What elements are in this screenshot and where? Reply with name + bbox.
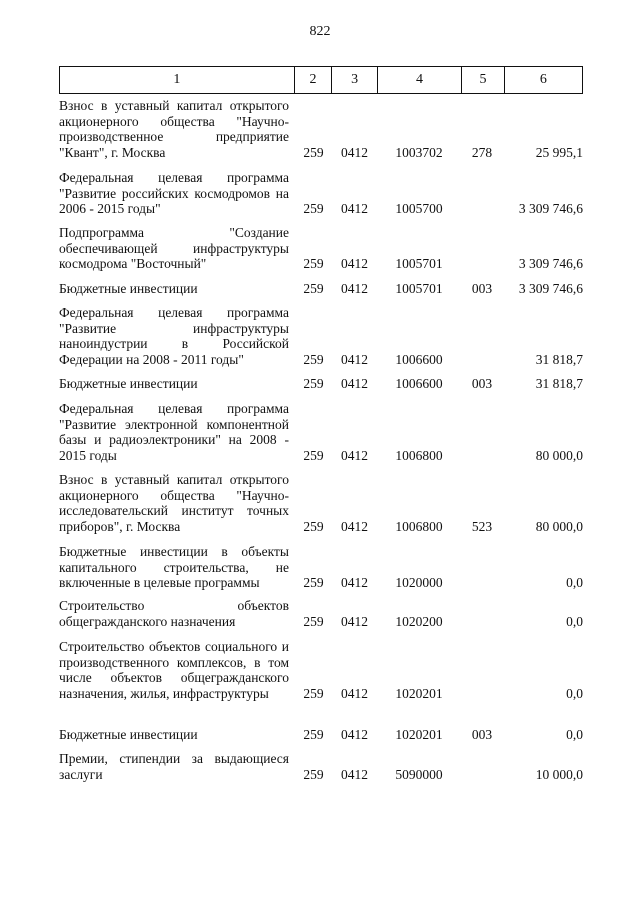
row-ved: 259 [303, 144, 324, 160]
row-ved: 259 [303, 281, 324, 296]
row-csr: 1006800 [395, 518, 443, 534]
row-ved: 259 [303, 727, 324, 742]
row-sum: 0,0 [566, 727, 583, 742]
row-csr: 1006600 [395, 351, 443, 367]
table-row [59, 281, 583, 297]
row-ved: 259 [303, 201, 324, 216]
row-name: Бюджетные инвестиции [59, 727, 198, 742]
row-sum: 0,0 [566, 685, 583, 701]
row-rz: 0412 [341, 766, 368, 782]
row-sum: 31 818,7 [535, 351, 583, 367]
row-name: Бюджетные инвестиции в объекты капитального строительства, не включенные в целевые программы [59, 544, 289, 590]
row-ved: 259 [303, 376, 324, 391]
row-name: Федеральная целевая программа "Развитие инфраструктуры наноиндустрии в Российской Федерации на 2008 - 2011 годы" [59, 305, 289, 367]
table-row [59, 170, 583, 217]
table-row [59, 98, 583, 160]
header-col-1: 1 [60, 67, 295, 93]
row-sum: 80 000,0 [535, 518, 583, 534]
row-sum: 80 000,0 [535, 447, 583, 463]
row-csr: 1020200 [395, 613, 443, 629]
row-rz: 0412 [341, 727, 368, 742]
row-vr: 003 [471, 727, 493, 742]
table-row [59, 401, 583, 463]
table-header [59, 66, 583, 94]
row-csr: 1006600 [395, 376, 443, 391]
row-ved: 259 [303, 613, 324, 629]
row-csr: 1005700 [395, 201, 443, 216]
row-sum: 25 995,1 [535, 144, 583, 160]
row-csr: 1006800 [395, 447, 443, 463]
row-vr: 523 [471, 518, 493, 534]
row-name: Строительство объектов общегражданского назначения [59, 598, 289, 629]
table-row [59, 225, 583, 272]
row-name: Бюджетные инвестиции [59, 376, 198, 391]
row-vr: 003 [471, 281, 493, 296]
row-ved: 259 [303, 518, 324, 534]
row-name: Взнос в уставный капитал открытого акционерного общества "Научно-исследовательский институт точных приборов", г. Москва [59, 472, 289, 534]
row-vr: 003 [471, 376, 493, 391]
row-rz: 0412 [341, 685, 368, 701]
row-sum: 3 309 746,6 [518, 256, 583, 271]
row-csr: 1020201 [395, 727, 443, 742]
table-row [59, 639, 583, 701]
table-row [59, 727, 583, 743]
row-rz: 0412 [341, 575, 368, 590]
table-row [59, 751, 583, 782]
row-csr: 1020201 [395, 685, 443, 701]
row-rz: 0412 [341, 518, 368, 534]
header-col-5: 5 [462, 67, 505, 93]
page-number: 822 [309, 24, 331, 39]
row-sum: 0,0 [566, 613, 583, 629]
row-rz: 0412 [341, 201, 368, 216]
table-row [59, 472, 583, 534]
row-name: Взнос в уставный капитал открытого акционерного общества "Научно-производственное предприятие "Квант", г. Москва [59, 98, 289, 160]
row-csr: 5090000 [395, 766, 443, 782]
row-csr: 1005701 [395, 256, 443, 271]
row-csr: 1020000 [395, 575, 443, 590]
row-name: Подпрограмма "Создание обеспечивающей инфраструктуры космодрома "Восточный" [59, 225, 289, 271]
row-rz: 0412 [341, 613, 368, 629]
row-rz: 0412 [341, 447, 368, 463]
table-row [59, 305, 583, 367]
header-col-3: 3 [332, 67, 378, 93]
row-ved: 259 [303, 766, 324, 782]
row-sum: 10 000,0 [535, 766, 583, 782]
row-sum: 3 309 746,6 [518, 201, 583, 216]
row-ved: 259 [303, 256, 324, 271]
table-row [59, 544, 583, 591]
row-rz: 0412 [341, 281, 368, 296]
row-name: Премии, стипендии за выдающиеся заслуги [59, 751, 289, 782]
row-rz: 0412 [341, 144, 368, 160]
row-name: Федеральная целевая программа "Развитие электронной компонентной базы и радиоэлектроники" на 2008 - 2015 годы [59, 401, 289, 463]
row-sum: 31 818,7 [535, 376, 583, 391]
row-name: Строительство объектов социального и производственного комплексов, в том числе объектов общегражданского назначения, жилья, инфраструктуры [59, 639, 289, 701]
table-row [59, 598, 583, 629]
row-rz: 0412 [341, 256, 368, 271]
table-row [59, 376, 583, 392]
header-col-6: 6 [539, 72, 547, 87]
row-rz: 0412 [341, 351, 368, 367]
header-col-4: 4 [378, 67, 462, 93]
row-sum: 0,0 [566, 575, 583, 590]
row-ved: 259 [303, 575, 324, 590]
row-csr: 1005701 [395, 281, 443, 296]
row-rz: 0412 [341, 376, 368, 391]
row-ved: 259 [303, 447, 324, 463]
row-csr: 1003702 [395, 144, 443, 160]
row-name: Бюджетные инвестиции [59, 281, 198, 296]
row-sum: 3 309 746,6 [518, 281, 583, 296]
header-col-2: 2 [295, 67, 333, 93]
row-vr: 278 [471, 144, 493, 160]
row-ved: 259 [303, 351, 324, 367]
row-name: Федеральная целевая программа "Развитие российских космодромов на 2006 - 2015 годы" [59, 170, 289, 216]
row-ved: 259 [303, 685, 324, 701]
